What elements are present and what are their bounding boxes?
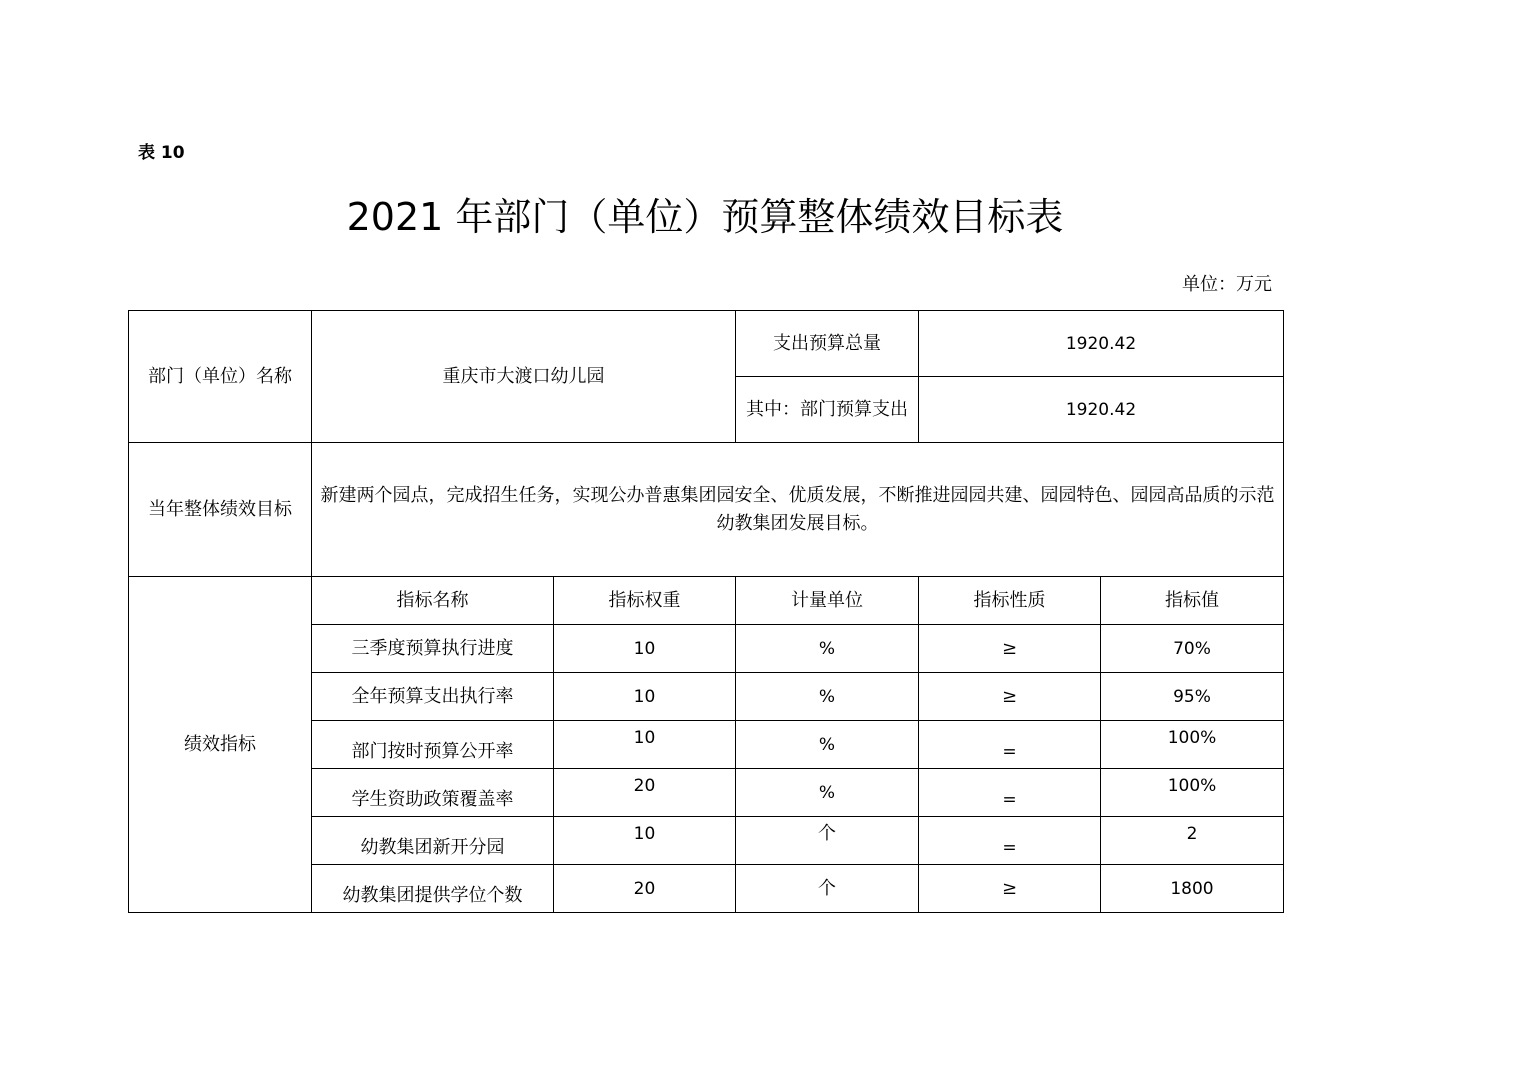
table-number: 表 10 — [138, 143, 185, 163]
dept-budget-value: 1920.42 — [919, 377, 1284, 443]
indicator-unit: % — [736, 625, 919, 673]
total-budget-value: 1920.42 — [919, 311, 1284, 377]
indicator-weight: 20 — [554, 865, 736, 913]
column-header: 计量单位 — [736, 577, 919, 625]
indicator-nature: ≥ — [919, 673, 1101, 721]
indicator-name: 全年预算支出执行率 — [312, 673, 554, 721]
indicator-value: 100% — [1101, 769, 1284, 817]
indicator-value: 2 — [1101, 817, 1284, 865]
indicator-unit: 个 — [736, 865, 919, 913]
indicator-nature: = — [919, 769, 1101, 817]
indicator-weight: 10 — [554, 721, 736, 769]
column-header: 指标权重 — [554, 577, 736, 625]
indicator-value: 95% — [1101, 673, 1284, 721]
indicator-value: 70% — [1101, 625, 1284, 673]
indicator-weight: 10 — [554, 673, 736, 721]
indicator-unit: % — [736, 673, 919, 721]
total-budget-label: 支出预算总量 — [736, 311, 919, 377]
indicator-name: 幼教集团提供学位个数 — [312, 865, 554, 913]
dept-budget-label: 其中：部门预算支出 — [736, 377, 919, 443]
indicator-weight: 10 — [554, 625, 736, 673]
indicator-unit: % — [736, 721, 919, 769]
indicator-nature: = — [919, 817, 1101, 865]
indicator-nature: ≥ — [919, 865, 1101, 913]
indicator-section-label: 绩效指标 — [129, 577, 312, 913]
column-header: 指标性质 — [919, 577, 1101, 625]
indicator-name: 学生资助政策覆盖率 — [312, 769, 554, 817]
unit-note: 单位：万元 — [1182, 274, 1272, 295]
indicator-name: 幼教集团新开分园 — [312, 817, 554, 865]
dept-name-value: 重庆市大渡口幼儿园 — [312, 311, 736, 443]
document-title: 2021 年部门（单位）预算整体绩效目标表 — [346, 195, 1064, 239]
performance-target-table — [128, 310, 1284, 913]
indicator-value: 100% — [1101, 721, 1284, 769]
indicator-nature: ≥ — [919, 625, 1101, 673]
indicator-weight: 10 — [554, 817, 736, 865]
indicator-value: 1800 — [1101, 865, 1284, 913]
column-header: 指标值 — [1101, 577, 1284, 625]
goal-label: 当年整体绩效目标 — [129, 443, 312, 577]
indicator-name: 部门按时预算公开率 — [312, 721, 554, 769]
column-header: 指标名称 — [312, 577, 554, 625]
indicator-unit: % — [736, 769, 919, 817]
indicator-name: 三季度预算执行进度 — [312, 625, 554, 673]
dept-name-label: 部门（单位）名称 — [129, 311, 312, 443]
goal-text: 新建两个园点，完成招生任务，实现公办普惠集团园安全、优质发展，不断推进园园共建、园园特色、园园高品质的示范幼教集团发展目标。 — [312, 443, 1284, 577]
indicator-unit: 个 — [736, 817, 919, 865]
indicator-nature: = — [919, 721, 1101, 769]
indicator-weight: 20 — [554, 769, 736, 817]
